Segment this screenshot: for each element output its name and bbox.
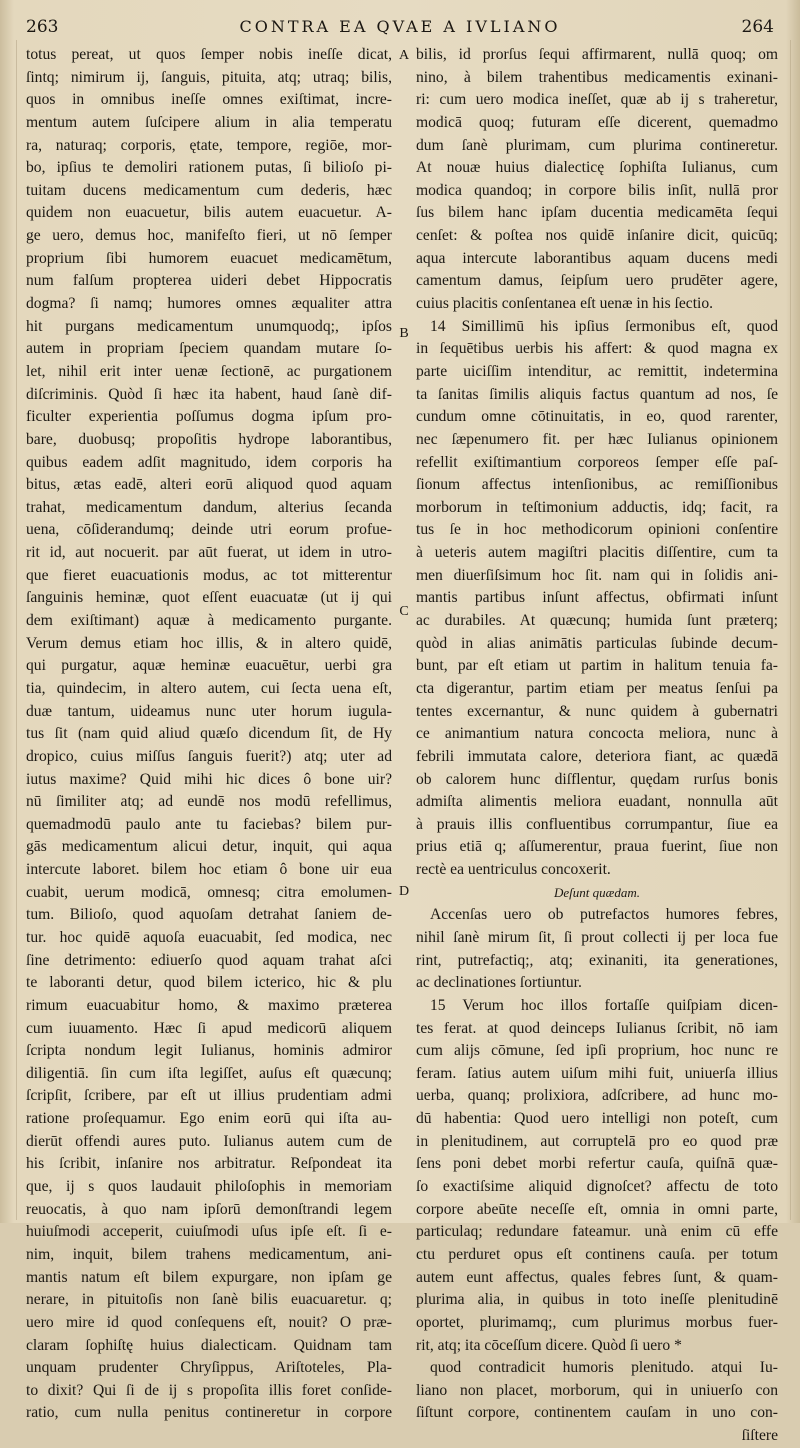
text-line: tum. Bilioſo, quod aquoſam detrahat ſaniem de- [26,906,392,924]
text-line: febrili immutata calore, deteriora fiant, ac quædā [416,747,778,765]
text-line: ſiſtunt corpore, continentem cauſam in uno con- [416,1404,778,1422]
running-header [14,14,786,40]
text-line: plurima alia, in quibus in toto ineſſe plenitudinē [416,1291,778,1309]
margin-marker-d: D [398,884,410,899]
text-line: ſo exactiſsime aliquid dignoſcet? affectu de toto [416,1178,778,1196]
text-line: duæ tantum, uideamus nunc uter horum iugula- [26,702,392,720]
text-line: modica quandoq; in corpore bilis inſit, nullā pror [416,181,778,199]
text-line: rit, atq; ita cōceſſum dicere. Quòd ſi uero * [416,1336,682,1354]
text-line: ſcripta nondum legit Iulianus, hominis admiror [26,1042,392,1060]
text-line: ac declinationes ſortiuntur. [416,974,582,992]
text-line: ac durabiles. At quæcunq; humida ſunt præterq; [416,612,778,630]
text-line: ob calorem hunc diſflentur, quędam rurſus bonis [416,770,778,788]
text-line: huiuſmodi acceperit, cuiuſmodi uſus ipſe eſt. ſi e- [26,1223,392,1241]
text-line: bitus, ætas eadē, alteri eorū aliquod quod aquam [26,476,392,494]
text-column-right [416,44,778,1448]
text-line: ratione proſequamur. Ego enim eorū qui iſta au- [26,1110,392,1128]
text-line: dum ſanè plurimam, cum plurima contineretur. [416,136,778,154]
text-line: quòd in alias animātis particulas ſubinde decum- [416,634,778,652]
text-line: te laboranti detur, quod bilem icterico, hic & plu [26,974,392,992]
text-line: ſcripſit, ſcribere, par eſt ut illius prudentiam admi [26,1087,392,1105]
text-line: cundum omne cōtinuitatis, in eo, quod rarenter, [416,408,778,426]
text-line: 14 Simillimū his ipſius ſermonibus eſt, quod [430,317,778,335]
text-line: nino, à bilem trahentibus medicamentis exinani- [416,68,778,86]
text-line: tes ferat. at quod deinceps Iulianus ſcribit, nō iam [416,1019,778,1037]
text-line: ce animantium natura concocta meliora, nunc à [416,725,778,743]
text-line: dierūt offendi aures puto. Iulianus autem cum de [26,1132,392,1150]
text-line: nihil ſanè mirum ſit, ſi prout collecti ij per loca fue [416,928,778,946]
text-line: diſcriminis. Quòd ſi hæc ita habent, haud ſanè dif- [26,385,392,403]
text-line: corpore abeūte neceſſe eſt, omnia in omni parte, [416,1200,778,1218]
text-line: mantis natum eſt bilem expurgare, non ipſam ge [26,1268,392,1286]
text-line: mentum autem ſuſcipere alium in alia temperatu [26,113,392,131]
running-title: CONTRA EA QVAE A IVLIANO [239,17,561,36]
text-line: 15 Verum hoc illos fortaſſe quiſpiam dicen- [430,996,778,1014]
text-line: rit id, aut nocuerit. par aūt fuerat, ut idem in utro- [26,544,392,562]
text-line: cta digerantur, partim etiam per meatus ſenſui pa [416,679,778,697]
text-line: Accenſas uero ob putrefactos humores febres, [430,906,778,924]
text-line: nec ſæpenumero fit. per hæc Iulianus opinionem [416,430,778,448]
text-line: in plenitudinem, aut corruptelā pro eo quod præ [416,1132,778,1150]
text-line: refellit exiſtimantium corporeos ſemper eſſe paſ- [416,453,778,471]
text-line: dogma? ſi namq; humores omnes æqualiter attra [26,295,392,313]
text-line: oportet, plurimamq;, cum plurimus morbus fuer- [416,1313,778,1331]
page-number-right: 264 [741,17,774,37]
text-line: bo, ipſius te demoliri rationem putas, ſi bilioſo pi- [26,159,392,177]
text-line: tentes excernantur, & nunc quidem à gubernatri [416,702,778,720]
text-line: liano non placet, morborum, qui in uniuerſo con [416,1381,778,1399]
text-line: uena, cōſiderandumq; deinde utri eorum profue- [26,521,392,539]
text-line: nerare, in pituitoſis non ſanè bilis euacuaretur. q; [26,1291,392,1309]
margin-marker-b: B [399,326,409,341]
text-line: à ueteris autem magiſtri placitis diſſentire, cum ta [416,544,778,562]
text-line: iutus maxime? Quid mihi hic dices ô bone uir? [26,770,392,788]
text-line: cuius placitis conſentanea eſt uenæ in his ſectio. [416,295,714,313]
text-line: let, nihil erit inter uenæ ſectionē, ac purgationem [26,362,392,380]
text-line: rimum euacuabitur homo, & maximo præterea [26,996,392,1014]
text-line: ſiſtere [741,1427,778,1445]
text-line: cenſet: & poſtea nos quidē inſanire dicit, quicūq; [416,227,778,245]
margin-marker-a: A [398,48,410,63]
text-line: ri: cum uero modica ineſſet, quæ ab ij s traheretur, [416,91,778,109]
text-line: hit purgans medicamentum unumquodq;, ipſos [26,317,392,335]
text-line: totus pereat, ut quos ſemper nobis ineſſe dicat, [26,46,392,63]
text-line: ta ſanitas ſimilis aliquis factus quantum ad nos, ſe [416,385,778,403]
text-line: quod contradicit humoris plenitudo. atqui Iu- [430,1359,778,1377]
text-line: feram. ſatius autem uiſum mihi fuit, uniuerſa illius [416,1064,778,1082]
text-line: cum iuuamento. Hæc ſi apud medicorū aliquem [26,1019,392,1037]
page-number-left: 263 [26,17,59,37]
text-line: ctu perduret opus eſt continens cauſa. per totum [416,1245,778,1263]
text-line: uerba, quanq; prolixiora, adſcribere, ad hunc mo- [416,1087,778,1105]
margin-rule-right [790,40,791,1220]
text-line: parte uiciſſim intenditur, ac remittit, indetermina [416,362,778,380]
text-line: quos in omnibus ineſſe omnes exiſtimat, incre- [26,91,392,109]
text-line: autem in propriam ſpeciem quandam mutare ſo- [26,340,392,358]
text-line: que fieret euacuationis modus, ac tot mitterentur [26,566,392,584]
text-line: bilis, id prorſus ſequi affirmarent, nullā quoq; om [416,46,778,63]
text-line: his ſcribit, inſanire nos arbitratur. Reſpondeat ita [26,1155,392,1173]
text-line: mantis partibus inſunt affectus, obfirmati inſunt [416,589,778,607]
text-line: cuabit, uerum modicā, omnesq; citra emolumen- [26,883,392,901]
text-line: trahat, medicamentum dandum, alterius ſecanda [26,498,392,516]
text-line: bare, duobusq; propoſitis hydrope laborantibus, [26,430,392,448]
text-line: que, ij s quos laudauit philoſophis in memoriam [26,1178,392,1196]
text-line: dū habentia: Quod uero intelligi non poteſt, cum [416,1110,778,1128]
text-column-left [26,44,392,1425]
text-line: to dixit? Qui ſi de ij s propoſita illis foret conſide- [26,1381,392,1399]
text-line: quidem non euacuetur, bilis autem euacuetur. A- [26,204,392,222]
text-line: morborum in teſtimonium adductis, idq; facit, ra [416,498,778,516]
text-line: dem exiſtimant) aquæ à medicamento purgante. [26,612,392,630]
margin-marker-c: C [399,604,409,619]
text-line: nim, inquit, bilem trahens medicamentum, ani- [26,1245,392,1263]
text-line: ſintq; nimirum ij, ſanguis, pituita, atq; utraq; bilis, [26,68,392,86]
text-line: à prauis illis confluentibus corrumpantur, ſiue ea [416,815,778,833]
text-line: admiſta alimentis meliora euadant, nonnulla aūt [416,793,778,811]
text-line: ſens poni debet morbi refertur cauſa, quiſnā quæ- [416,1155,778,1173]
text-line: ſionum affectus intenſionibus, ac remiſſionibus [416,476,778,494]
text-line: modicā quoq; futuram eſſe dicerent, quemadmo [416,113,778,131]
text-line: ra, naturaq; corporis, ętate, tempore, regiōe, mor- [26,136,392,154]
text-line: unquam prudenter Chryſippus, Ariſtoteles, Pla- [26,1359,392,1377]
text-line: uero mire id quod conſequens eſt, nouit? O præ- [26,1313,392,1331]
text-line: particulaq; redundare fateamur. unà enim cū effe [416,1223,778,1241]
text-line: autem eunt affectus, quales febres ſunt, & quam- [416,1268,778,1286]
text-line: num falſum propterea uideri debet Hippocratis [26,272,392,290]
text-line: tuitam ducens medicamentum cum dederis, hæc [26,181,392,199]
margin-rule-left [16,40,17,1220]
text-line: aqua intercute laborantibus aquam ducens medi [416,249,778,267]
text-line: quibus eadem adſit magnitudo, idem corporis ha [26,453,392,471]
text-line: ſine detrimento: ediuerſo quod aquam trahat aſci [26,951,392,969]
text-line: camentum damus, ſeipſum uero prudēter agere, [416,272,778,290]
text-line: reuocatis, à quo nam ipſorū demonſtrandi legem [26,1200,392,1218]
text-line: diligentiā. ſin cum iſta legiſſet, auſus eſt quæcunq; [26,1064,392,1082]
text-line: ge uero, demus hoc, manifeſto fieri, ut nō ſemper [26,227,392,245]
text-line: bunt, par eſt etiam ut partim in halitum tenuia fa- [416,657,778,675]
text-line: ratio, cum nulla penitus contineretur in corpore [26,1404,392,1422]
text-line: tia, quindecim, in altero autem, cui ſecta uena eſt, [26,679,392,697]
text-line: gās medicamentum alicui detur, inquit, qui aqua [26,838,392,856]
text-line: dropico, cuius miſſus ſanguis fuerit?) atq; uter ad [26,747,392,765]
text-line: intercute laboret. bilem hoc etiam ô bone uir eua [26,861,392,879]
text-line: nū ſimiliter atq; ad eundē nos modū refellimus, [26,793,392,811]
text-line: At nouæ huius dialecticę ſophiſta Iulianus, cum [416,159,778,177]
text-line: tur. hoc quidē aquoſa euacuabit, ſed modica, nec [26,928,392,946]
text-line: ſus bilem hanc ipſam ducentia medicamēta ſequi [416,204,778,222]
text-line: Verum demus etiam hoc illis, & in altero quidē, [26,634,392,652]
text-line: in ſequētibus uerbis his affert: & quod magna ex [416,340,778,358]
text-line: tus ſe in hoc methodicorum opinioni conſentire [416,521,778,539]
text-line: ſanguinis heminæ, quot eſſent euacuatæ (ut ij qui [26,589,392,607]
text-line: cum alijs cōmune, ſed ipſi proprium, hoc nunc re [416,1042,778,1060]
text-line: prius etiā q; aſſumerentur, praua fuerint, ſiue non [416,838,778,856]
text-line: quemadmodū paulo ante tu faciebas? bilem pur- [26,815,392,833]
text-line: tus ſit (nam quid aliud quæſo dicendum ſit, de Hy [26,725,392,743]
text-line: rint, putrefactiq;, atq; exinaniti, ita generationes, [416,951,778,969]
text-line: proprium ſibi humorem euacuet medicamētum, [26,249,392,267]
text-line: men diuerſiſsimum hoc ſit. nam qui in ſolidis ani- [416,566,778,584]
text-line: rectè ea uentriculus concoxerit. [416,861,611,879]
text-line: claram ſophiſtę huius dialecticam. Quidnam tam [26,1336,392,1354]
text-line: Deſunt quædam. [554,884,640,900]
text-line: ficulter experientia poſſumus dogma ipſum pro- [26,408,392,426]
text-line: qui purgatur, aquæ heminæ euacuētur, uerbi gra [26,657,392,675]
